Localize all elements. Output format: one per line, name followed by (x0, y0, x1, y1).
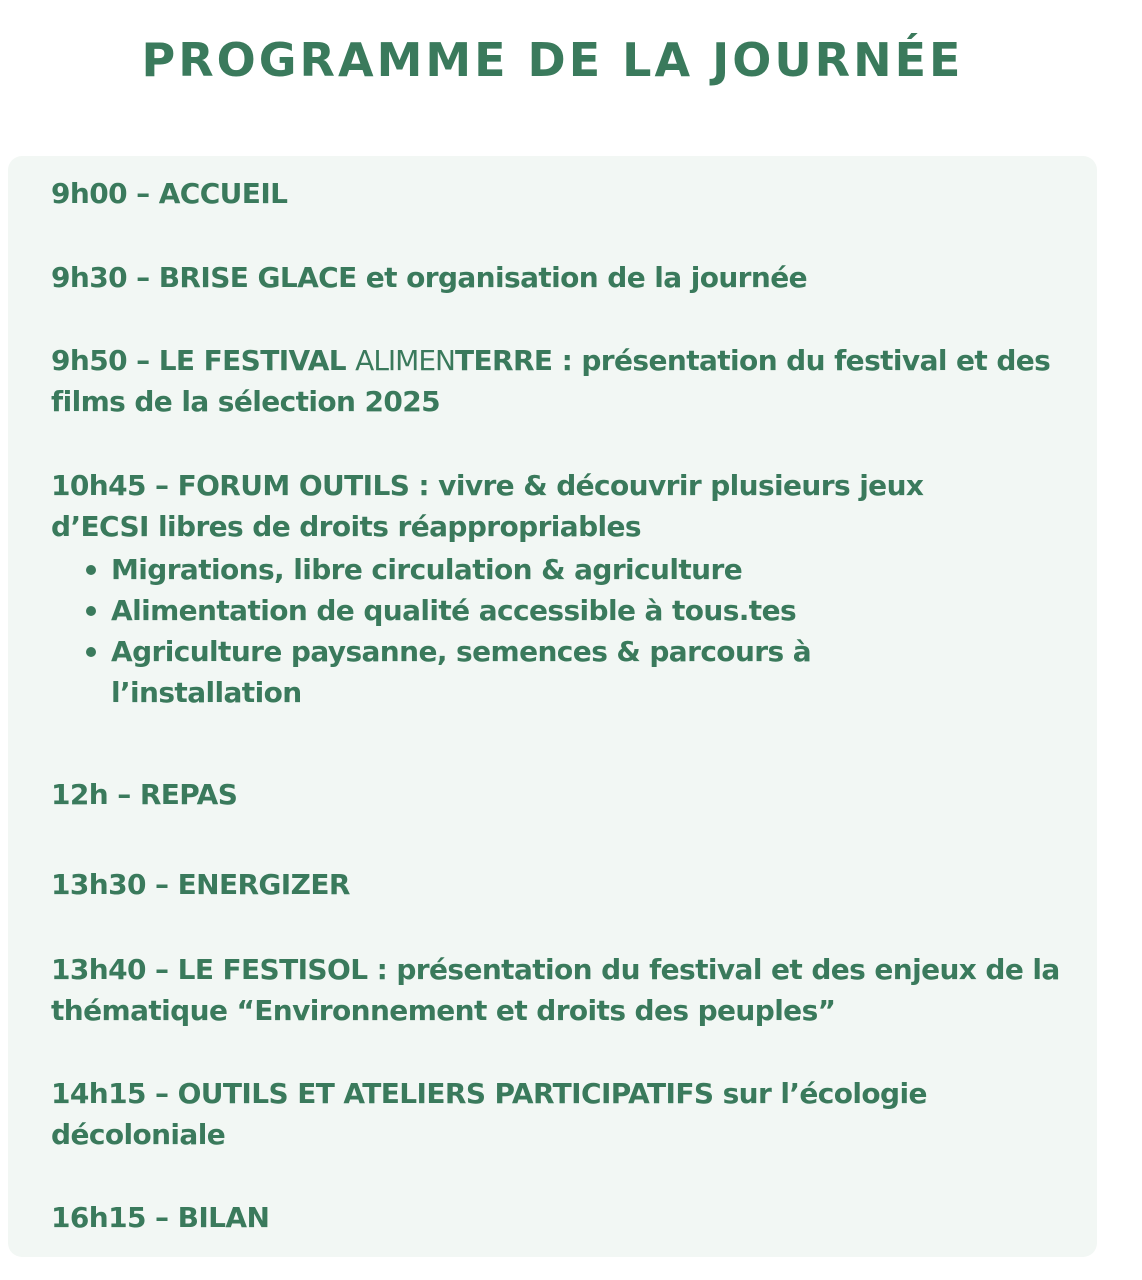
item-lead: REPAS (139, 778, 238, 811)
item-lead: LE FESTIVAL (158, 344, 356, 377)
bullet-dot-icon (86, 565, 96, 575)
item-time: 9h30 (51, 261, 127, 294)
item-lead: LE FESTISOL (177, 953, 368, 986)
item-time: 10h45 (51, 469, 146, 502)
item-lead: ENERGIZER (177, 868, 350, 901)
item-separator: – (126, 177, 159, 210)
item-separator: – (145, 1201, 178, 1234)
item-text: : présentation du festival et des films de la sélection 2025 (51, 344, 1051, 418)
program-item-festival-alimenterre (51, 340, 1061, 422)
topic-label: Agriculture paysanne, semences & parcours à l’installation (111, 635, 811, 709)
program-item-forum-outils (51, 465, 1001, 547)
program-item-bilan (51, 1197, 1061, 1238)
item-separator: – (108, 778, 140, 811)
item-lead: BRISE GLACE (158, 261, 357, 294)
item-separator: – (126, 261, 159, 294)
alimenterre-brand-prefix: ALIMEN (355, 344, 455, 377)
item-time: 16h15 (51, 1201, 146, 1234)
alimenterre-brand-suffix: TERRE (454, 344, 553, 377)
program-item-accueil (51, 173, 1061, 214)
program-item-brise-glace (51, 257, 1061, 298)
page-title: PROGRAMME DE LA JOURNÉE (141, 33, 964, 87)
forum-topics-list (82, 549, 902, 713)
item-lead: FORUM OUTILS (177, 469, 410, 502)
item-text: : vivre & découvrir plusieurs jeux d’ECSI libres de droits réappropriables (51, 469, 924, 543)
item-separator: – (145, 1077, 178, 1110)
item-text: sur l’écologie décoloniale (51, 1077, 927, 1151)
item-time: 14h15 (51, 1077, 146, 1110)
item-separator: – (145, 868, 178, 901)
item-separator: – (145, 953, 178, 986)
item-lead: BILAN (177, 1201, 270, 1234)
item-time: 13h30 (51, 868, 146, 901)
item-text: et organisation de la journée (356, 261, 807, 294)
item-time: 12h (51, 778, 109, 811)
list-item (82, 549, 902, 590)
program-item-festisol (51, 949, 1061, 1031)
item-text: : présentation du festival et des enjeux de la thématique “Environnement et droits des peuples” (51, 953, 1060, 1027)
program-item-outils-ateliers (51, 1073, 1011, 1155)
list-item (82, 631, 902, 713)
bullet-dot-icon (86, 606, 96, 616)
item-time: 13h40 (51, 953, 146, 986)
topic-label: Alimentation de qualité accessible à tous.tes (111, 594, 797, 627)
topic-label: Migrations, libre circulation & agriculture (111, 553, 743, 586)
item-lead: ACCUEIL (158, 177, 288, 210)
program-item-repas (51, 774, 1061, 815)
item-separator: – (145, 469, 178, 502)
item-time: 9h00 (51, 177, 127, 210)
item-lead: OUTILS ET ATELIERS PARTICIPATIFS (177, 1077, 714, 1110)
item-separator: – (126, 344, 159, 377)
bullet-dot-icon (86, 647, 96, 657)
item-time: 9h50 (51, 344, 127, 377)
program-item-energizer (51, 864, 1061, 905)
list-item (82, 590, 902, 631)
